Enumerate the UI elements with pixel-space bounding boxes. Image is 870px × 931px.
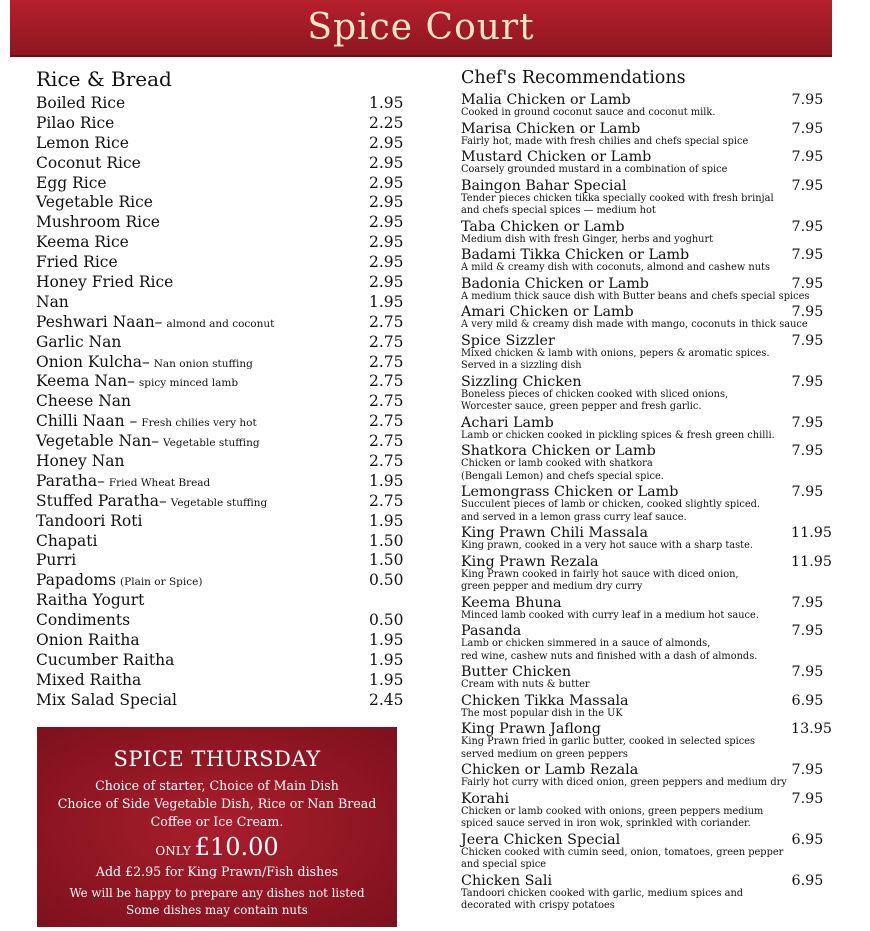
item-name: Pasanda	[461, 623, 522, 639]
list-item	[461, 149, 831, 176]
item-price: 2.95	[369, 133, 404, 152]
item-name-wrap	[36, 452, 369, 472]
item-head	[461, 149, 831, 165]
item-price: 2.95	[369, 153, 404, 172]
item-head	[461, 693, 831, 709]
item-name-wrap	[36, 114, 369, 134]
item-desc: Vegetable stuffing	[170, 496, 268, 509]
item-name: Chapati	[36, 531, 98, 550]
item-head	[461, 178, 831, 194]
list-item	[461, 247, 831, 274]
item-head	[461, 721, 831, 737]
item-desc: Vegetable stuffing	[163, 437, 260, 450]
item-name-wrap	[36, 631, 369, 651]
list-item	[461, 525, 831, 552]
item-head	[461, 832, 831, 848]
item-price: 6.95	[791, 692, 824, 709]
list-item	[36, 651, 416, 671]
list-item	[461, 595, 831, 622]
list-item	[36, 273, 416, 293]
item-price: 2.75	[369, 412, 404, 431]
item-name: Sizzling Chicken	[461, 373, 582, 390]
item-name-wrap	[36, 492, 369, 512]
item-name: Nan	[36, 292, 69, 311]
item-name: Paratha–	[36, 471, 105, 490]
item-price: 2.95	[369, 233, 404, 252]
item-price: 2.95	[369, 253, 404, 272]
item-name: Garlic Nan	[36, 332, 122, 351]
rice-bread-list	[36, 94, 416, 711]
item-desc: A mild & creamy dish with coconuts, almond and cashew nuts	[461, 262, 770, 273]
item-price: 2.75	[369, 372, 404, 391]
item-name: Mushroom Rice	[36, 213, 160, 232]
list-item	[461, 873, 831, 912]
list-item	[461, 178, 831, 217]
item-name: Vegetable Nan–	[36, 432, 160, 451]
item-price: 2.25	[369, 113, 404, 132]
item-name-wrap	[36, 691, 369, 711]
item-name-wrap	[36, 372, 369, 392]
item-name: Achari Lamb	[461, 414, 554, 431]
rice-bread-section	[36, 66, 416, 711]
item-head	[461, 623, 831, 639]
item-name-wrap	[36, 193, 369, 213]
item-name: Pilao Rice	[36, 113, 115, 132]
item-name: Taba Chicken or Lamb	[461, 218, 625, 235]
list-item	[36, 213, 416, 233]
item-price: 7.95	[791, 177, 824, 194]
item-name: King Prawn Jaflong	[461, 721, 601, 737]
item-price: 7.95	[791, 149, 824, 165]
item-price: 2.95	[369, 173, 404, 192]
item-desc: Cream with nuts & butter	[461, 679, 590, 690]
item-name: Cheese Nan	[36, 392, 132, 411]
item-head	[461, 374, 831, 390]
item-head	[461, 219, 831, 235]
item-name: Vegetable Rice	[36, 193, 153, 212]
item-desc: red wine, cashew nuts and finished with a dash of almonds.	[461, 650, 758, 662]
list-item	[36, 611, 416, 631]
item-desc: Tandoori chicken cooked with garlic, medium spices and	[461, 887, 744, 899]
item-head	[461, 121, 831, 137]
item-price: 13.95	[791, 721, 832, 737]
item-name-wrap	[36, 571, 369, 591]
list-item	[461, 443, 831, 482]
item-name: Amari Chicken or Lamb	[461, 304, 634, 320]
restaurant-title: Spice Court	[307, 7, 535, 48]
item-name-wrap	[36, 472, 369, 492]
item-name: Peshwari Naan–	[36, 312, 163, 331]
item-name-wrap	[36, 551, 369, 571]
list-item	[36, 691, 416, 711]
item-head	[461, 664, 831, 680]
item-desc: King Prawn cooked in fairly hot sauce with diced onion,	[461, 568, 739, 580]
list-item	[36, 551, 416, 571]
item-head	[461, 276, 831, 292]
item-price: 7.95	[791, 443, 824, 459]
item-name: Honey Nan	[36, 452, 125, 471]
list-item	[461, 374, 831, 413]
promo-note: Some dishes may contain nuts	[126, 903, 308, 917]
item-price: 2.75	[369, 352, 404, 371]
item-desc: spiced sauce served in iron wok, sprinkled with coriander.	[461, 818, 751, 829]
item-head	[461, 873, 831, 889]
item-name-wrap	[36, 213, 369, 233]
item-price: 2.95	[369, 193, 404, 212]
list-item	[36, 134, 416, 154]
item-desc: Chicken or lamb cooked with onions, green peppers medium	[461, 805, 764, 817]
item-price: 1.95	[369, 631, 404, 650]
item-name: Spice Sizzler	[461, 332, 555, 349]
list-item	[461, 415, 831, 442]
item-name-wrap	[36, 353, 369, 373]
promo-box	[37, 727, 397, 927]
item-name-wrap	[36, 611, 369, 631]
list-item	[36, 452, 416, 472]
item-name: Chilli Naan –	[36, 412, 138, 431]
list-item	[461, 693, 831, 720]
item-price: 7.95	[791, 762, 824, 778]
item-name: Honey Fried Rice	[36, 273, 174, 292]
item-head	[461, 791, 831, 807]
item-head	[461, 247, 831, 263]
item-name: Chicken Sali	[461, 872, 553, 889]
list-item	[36, 114, 416, 134]
list-item	[36, 193, 416, 213]
item-name: Cucumber Raitha	[36, 650, 175, 669]
item-name-wrap	[36, 671, 369, 691]
item-desc: Fairly hot curry with diced onion, green peppers and medium dry	[461, 777, 787, 788]
promo-line: Choice of starter, Choice of Main Dish	[95, 778, 339, 793]
list-item	[36, 253, 416, 273]
item-desc: Worcester sauce, green pepper and fresh garlic.	[461, 401, 702, 412]
item-name: Marisa Chicken or Lamb	[461, 120, 641, 137]
item-name: Purri	[36, 551, 77, 570]
item-head	[461, 304, 831, 320]
item-head	[461, 333, 831, 349]
item-name: Butter Chicken	[461, 664, 572, 680]
list-item	[36, 571, 416, 591]
item-price: 2.75	[369, 392, 404, 411]
promo-title: SPICE THURSDAY	[113, 747, 321, 771]
item-name-wrap	[36, 233, 369, 253]
item-name: Keema Rice	[36, 233, 129, 252]
list-item	[36, 512, 416, 532]
item-name: Chicken or Lamb Rezala	[461, 762, 639, 778]
list-item	[461, 554, 831, 593]
item-name-wrap	[36, 253, 369, 273]
item-price: 11.95	[791, 553, 832, 570]
item-price: 7.95	[791, 332, 824, 349]
item-name-wrap	[36, 174, 369, 194]
item-name-wrap	[36, 412, 369, 432]
item-desc: Cooked in ground coconut sauce and coconut milk.	[461, 107, 716, 118]
item-name-wrap	[36, 273, 369, 293]
promo-price	[37, 833, 397, 861]
list-item	[461, 762, 831, 789]
item-head	[461, 443, 831, 459]
item-name: Shatkora Chicken or Lamb	[461, 443, 656, 459]
item-desc: Chicken cooked with cumin seed, onion, tomatoes, green pepper	[461, 846, 784, 858]
list-item	[36, 492, 416, 512]
item-desc: Boneless pieces of chicken cooked with sliced onions,	[461, 388, 729, 400]
item-name-wrap	[36, 432, 369, 452]
item-head	[461, 525, 831, 541]
item-name: Badonia Chicken or Lamb	[461, 275, 649, 292]
item-price: 0.50	[369, 611, 404, 630]
item-name: Korahi	[461, 790, 510, 807]
item-name: Coconut Rice	[36, 153, 141, 172]
list-item	[461, 623, 831, 662]
item-price: 7.95	[791, 594, 824, 611]
item-desc: (Plain or Spice)	[120, 576, 203, 589]
list-item	[36, 154, 416, 174]
list-item	[461, 832, 831, 871]
item-price: 2.45	[369, 690, 404, 709]
item-desc: Fairly hot, made with fresh chilies and chefs special spice	[461, 135, 749, 147]
promo-note: We will be happy to prepare any dishes not listed	[69, 886, 365, 900]
item-name: Mix Salad Special	[36, 690, 177, 709]
item-desc: Medium dish with fresh Ginger, herbs and yoghurt	[461, 233, 714, 245]
list-item	[36, 392, 416, 412]
item-name: Mustard Chicken or Lamb	[461, 149, 652, 165]
list-item	[461, 484, 831, 523]
list-item	[36, 333, 416, 353]
item-price: 1.95	[369, 292, 404, 311]
item-name-wrap	[36, 154, 369, 174]
item-head	[461, 762, 831, 778]
item-price: 7.95	[791, 373, 824, 390]
item-price: 1.95	[369, 650, 404, 669]
item-desc: and special spice	[461, 859, 547, 870]
list-item	[461, 92, 831, 119]
section-title: Rice & Bread	[36, 67, 172, 91]
promo-price-prefix: ONLY	[155, 844, 191, 858]
item-name: Baingon Bahar Special	[461, 177, 627, 194]
item-price: 7.95	[791, 304, 824, 320]
item-name: King Prawn Chili Massala	[461, 525, 648, 541]
item-price: 1.95	[369, 471, 404, 490]
item-price: 7.95	[791, 664, 824, 680]
item-desc: spicy minced lamb	[138, 377, 239, 390]
item-name-wrap	[36, 591, 369, 611]
list-item	[36, 372, 416, 392]
item-desc: King prawn, cooked in a very hot sauce with a sharp taste.	[461, 540, 754, 551]
item-price: 7.95	[791, 414, 824, 431]
item-price: 6.95	[791, 872, 824, 889]
item-name: Keema Bhuna	[461, 594, 562, 611]
item-name-wrap	[36, 392, 369, 412]
item-desc: Tender pieces chicken tikka specially cooked with fresh brinjal	[461, 192, 774, 204]
promo-price-value: £10.00	[194, 833, 279, 861]
item-name-wrap	[36, 512, 369, 532]
list-item	[461, 276, 831, 303]
list-item	[36, 472, 416, 492]
item-desc: (Bengali Lemon) and chefs special spice.	[461, 470, 664, 482]
list-item	[461, 121, 831, 148]
list-item	[36, 532, 416, 552]
item-price: 2.75	[369, 452, 404, 471]
item-name: Onion Kulcha–	[36, 352, 150, 371]
promo-line: Coffee or Ice Cream.	[150, 814, 284, 829]
list-item	[36, 293, 416, 313]
item-price: 2.75	[369, 312, 404, 331]
item-price: 2.75	[369, 491, 404, 510]
item-price: 7.95	[791, 275, 824, 292]
list-item	[461, 721, 831, 760]
item-name: Stuffed Paratha–	[36, 491, 167, 510]
item-head	[461, 415, 831, 431]
item-price: 6.95	[791, 831, 824, 848]
item-desc: Mixed chicken & lamb with onions, pepers & aromatic spices.	[461, 347, 770, 359]
promo-addon: Add £2.95 for King Prawn/Fish dishes	[95, 864, 339, 879]
item-name-wrap	[36, 651, 369, 671]
item-name-wrap	[36, 532, 369, 552]
header-banner	[10, 0, 832, 57]
list-item	[36, 94, 416, 114]
item-name: Chicken Tikka Massala	[461, 692, 629, 709]
item-head	[461, 554, 831, 570]
item-name: Lemon Rice	[36, 133, 129, 152]
item-name: Badami Tikka Chicken or Lamb	[461, 247, 690, 263]
item-desc: served medium on green peppers	[461, 748, 628, 760]
item-price: 2.95	[369, 273, 404, 292]
item-name-wrap	[36, 333, 369, 353]
item-desc: Nan onion stuffing	[153, 357, 253, 370]
chefs-section	[461, 66, 831, 914]
item-price: 1.50	[369, 531, 404, 550]
item-price: 11.95	[791, 525, 832, 541]
item-head	[461, 92, 831, 108]
list-item	[36, 174, 416, 194]
item-name-wrap	[36, 313, 369, 333]
list-item	[36, 412, 416, 432]
item-name: Jeera Chicken Special	[461, 831, 621, 848]
item-name: Condiments	[36, 611, 131, 630]
item-desc: A medium thick sauce dish with Butter beans and chefs special spices	[461, 290, 810, 302]
item-name: Lemongrass Chicken or Lamb	[461, 484, 679, 500]
item-name-wrap	[36, 94, 369, 114]
item-desc: and served in a lemon grass curry leaf sauce.	[461, 511, 687, 523]
item-desc: and chefs special spices — medium hot	[461, 205, 656, 216]
chefs-list	[461, 92, 831, 912]
item-desc: Coarsely grounded mustard in a combination of spice	[461, 164, 728, 175]
item-desc: Lamb or chicken cooked in pickling spices & fresh green chilli.	[461, 429, 775, 441]
item-price: 1.50	[369, 551, 404, 570]
list-item	[36, 631, 416, 651]
item-desc: Minced lamb cooked with curry leaf in a medium hot sauce.	[461, 609, 759, 621]
item-name: Malia Chicken or Lamb	[461, 92, 631, 108]
list-item	[461, 219, 831, 246]
list-item	[461, 333, 831, 372]
item-desc: Fried Wheat Bread	[108, 476, 211, 489]
item-desc: Succulent pieces of lamb or chicken, cooked slightly spiced.	[461, 499, 760, 510]
list-item	[36, 233, 416, 253]
section-title: Chef's Recommendations	[461, 68, 686, 88]
item-head	[461, 484, 831, 500]
item-name-wrap	[36, 134, 369, 154]
item-price: 2.95	[369, 213, 404, 232]
list-item	[36, 671, 416, 691]
item-price: 1.95	[369, 94, 404, 112]
item-desc: Served in a sizzling dish	[461, 360, 582, 371]
item-price: 2.75	[369, 432, 404, 451]
list-item	[36, 313, 416, 333]
item-name: King Prawn Rezala	[461, 553, 599, 570]
item-name: Egg Rice	[36, 173, 107, 192]
item-price: 7.95	[791, 623, 824, 639]
item-desc: King Prawn fried in garlic butter, cooked in selected spices	[461, 736, 756, 747]
item-price: 1.95	[369, 511, 404, 530]
item-name: Boiled Rice	[36, 94, 126, 112]
item-price: 2.75	[369, 332, 404, 351]
item-name: Raitha Yogurt	[36, 591, 145, 610]
item-name-wrap	[36, 293, 369, 313]
list-item	[461, 791, 831, 830]
item-name: Fried Rice	[36, 253, 118, 272]
list-item	[461, 664, 831, 691]
promo-line: Choice of Side Vegetable Dish, Rice or Nan Bread	[57, 796, 377, 811]
item-desc: decorated with crispy potatoes	[461, 900, 615, 911]
item-name: Keema Nan–	[36, 372, 135, 391]
item-price: 7.95	[791, 790, 824, 807]
item-name: Mixed Raitha	[36, 670, 142, 689]
list-item	[36, 353, 416, 373]
item-price: 1.95	[369, 670, 404, 689]
item-price: 7.95	[791, 218, 824, 235]
item-desc: The most popular dish in the UK	[461, 707, 623, 719]
item-desc: almond and coconut	[166, 317, 275, 330]
item-name: Onion Raitha	[36, 631, 140, 650]
item-desc: Chicken or lamb cooked with shatkora	[461, 458, 653, 469]
item-desc: green pepper and medium dry curry	[461, 581, 643, 592]
item-price	[369, 591, 414, 611]
item-price: 7.95	[791, 92, 824, 108]
item-price: 7.95	[791, 247, 824, 263]
list-item	[36, 591, 416, 611]
list-item	[461, 304, 831, 331]
item-desc: Lamb or chicken simmered in a sauce of almonds,	[461, 638, 711, 649]
item-desc: A very mild & creamy dish made with mango, coconuts in thick sauce	[461, 319, 808, 330]
item-price: 7.95	[791, 484, 824, 500]
list-item	[36, 432, 416, 452]
item-desc: Fresh chilies very hot	[141, 417, 257, 430]
item-name: Tandoori Roti	[36, 511, 143, 530]
item-price: 7.95	[791, 120, 824, 137]
item-head	[461, 595, 831, 611]
item-name: Papadoms	[36, 571, 117, 590]
item-price: 0.50	[369, 571, 404, 590]
